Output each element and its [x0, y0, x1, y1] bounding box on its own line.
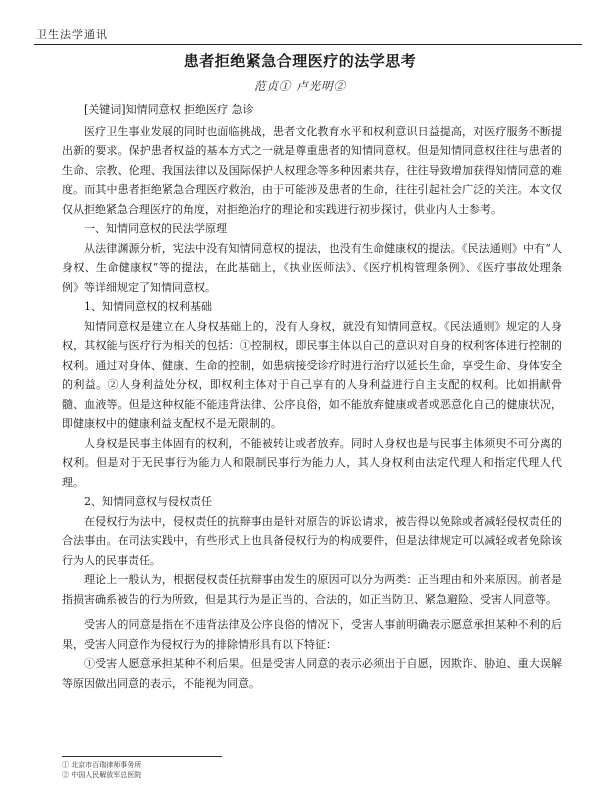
- subsection-heading-2: 2、知情同意权与侵权责任: [84, 495, 212, 508]
- section-heading-1: 一、知情同意权的民法学原理: [84, 222, 227, 235]
- article-body: [62, 100, 562, 693]
- footnote-divider: [62, 756, 222, 757]
- paragraph: ①受害人愿意承担某种不利后果。但是受害人同意的表示必须出于自愿，因欺诈、胁迫、重大误解等原因做出同意的表示，不能视为同意。: [62, 657, 562, 690]
- subsection-heading-1: 1、知情同意权的权利基础: [84, 300, 212, 313]
- footnote-1: ① 北京市百瑞律师事务所: [62, 761, 142, 769]
- intro-paragraph: 医疗卫生事业发展的同时也面临挑战，患者文化教育水平和权利意识日益提高，对医疗服务不断提出新的要求。保护患者权益的基本方式之一就是尊重患者的知情同意权。但是知情同意权往往与患者的生命、宗教、伦理、我国法律以及国际保护人权理念等多种因素共存，往往导致增加获得知情同意的难度。而其中患者拒绝紧急合理医疗救治，由于可能涉及患者的生命，往往引起社会广泛的关注。本文仅仅从拒绝紧急合理医疗的角度，对拒绝治疗的理论和实践进行初步探讨，供业内人士参考。: [62, 124, 562, 216]
- paragraph: 理论上一般认为，根据侵权责任抗辩事由发生的原因可以分为两类：正当理由和外来原因。前者是指损害确系被告的行为所致，但是其行为是正当的、合法的，如正当防卫、紧急避险、受害人同意等。: [62, 573, 562, 606]
- article-authors: 范贞① 卢光明②: [253, 79, 347, 93]
- footnote-2: ② 中国人民解放军总医院: [62, 771, 142, 779]
- paragraph: 知情同意权是建立在人身权基础上的，没有人身权，就没有知情同意权。《民法通则》规定的人身权，其权能与医疗行为相关的包括：①控制权，即民事主体以自己的意识对自身的权利客体进行控制的权利。通过对身体、健康、生命的控制，如患病接受诊疗时进行治疗以延长生命，享受生命、身体安全的利益。②人身利益处分权，即权利主体对于自己享有的人身利益进行自主支配的权利。比如捐献骨髓、血液等。但是这种权能不能违背法律、公序良俗，如不能放弃健康或者或恶意化自己的健康状况，即健康权中的健康利益支配权不是无限制的。: [62, 319, 562, 430]
- journal-header: 卫生法学通讯: [36, 28, 108, 41]
- footnotes: [62, 760, 362, 780]
- keywords-line: [62, 100, 562, 120]
- paragraph: 受害人的同意是指在不违背法律及公序良俗的情况下，受害人事前明确表示愿意承担某种不利的后果，受害人同意作为侵权行为的排除情形具有以下特征：: [62, 618, 562, 651]
- paragraph: 从法律渊源分析，宪法中没有知情同意权的提法，也没有生命健康权的提法。《民法通则》中有“人身权、生命健康权”等的提法，在此基础上，《执业医师法》、《医疗机构管理条例》、《医疗事故处理条例》等详细规定了知情同意权。: [62, 241, 562, 294]
- header-divider: [34, 44, 582, 45]
- keywords-label: [关键词]: [84, 103, 126, 116]
- paragraph: 人身权是民事主体固有的权利，不能被转让或者放弃。同时人身权也是与民事主体须臾不可分离的权利。但是对于无民事行为能力人和限制民事行为能力人，其人身权利由法定代理人和指定代理人代理。: [62, 436, 562, 489]
- paragraph: 在侵权行为法中，侵权责任的抗辩事由是针对原告的诉讼请求，被告得以免除或者减轻侵权责任的合法事由。在司法实践中，有些形式上也具备侵权行为的构成要件，但是法律规定可以减轻或者免除该行为人的民事责任。: [62, 514, 562, 567]
- article-title: 患者拒绝紧急合理医疗的法学思考: [183, 52, 417, 70]
- keywords-terms: 知情同意权 拒绝医疗 急诊: [125, 103, 254, 116]
